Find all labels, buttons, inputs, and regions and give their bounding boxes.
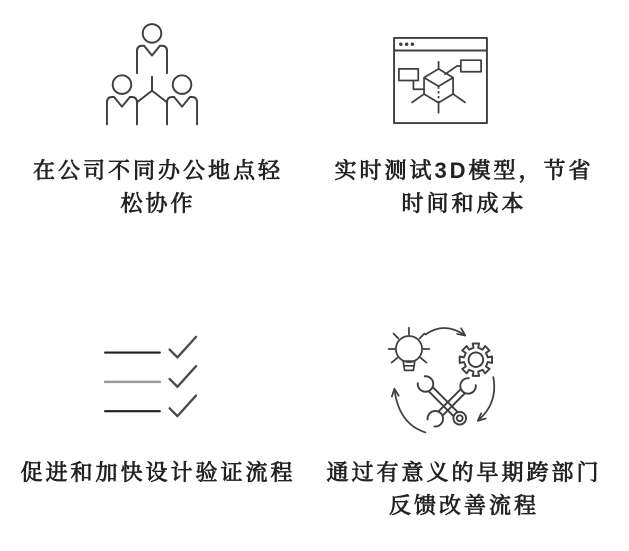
feature-icon-box bbox=[8, 316, 308, 448]
feature-design-validation bbox=[8, 316, 308, 522]
feature-icon-box bbox=[308, 14, 620, 146]
feature-caption bbox=[20, 456, 295, 489]
caption-line: 反馈改善流程 bbox=[388, 493, 539, 518]
browser-3d-model-icon bbox=[392, 36, 489, 125]
feature-3d-model-testing bbox=[308, 14, 620, 220]
feature-process-feedback bbox=[308, 316, 620, 522]
idea-gear-tools-cycle-icon bbox=[377, 319, 503, 445]
caption-line: 在公司不同办公地点轻 bbox=[32, 158, 283, 183]
checklist-icon bbox=[102, 331, 202, 421]
caption-line: 松协作 bbox=[120, 191, 196, 216]
feature-icon-box bbox=[308, 316, 620, 448]
feature-remote-collaboration bbox=[8, 14, 308, 220]
caption-line: 通过有意义的早期跨部门 bbox=[326, 460, 602, 485]
caption-line: 促进和加快设计验证流程 bbox=[20, 460, 296, 485]
people-network-icon bbox=[99, 21, 205, 127]
feature-caption bbox=[334, 154, 593, 220]
feature-icon-box bbox=[8, 14, 308, 146]
feature-caption bbox=[33, 154, 283, 220]
feature-caption bbox=[326, 456, 601, 522]
caption-line: 时间和成本 bbox=[401, 191, 527, 216]
caption-line: 实时测试3D模型，节省 bbox=[334, 158, 594, 183]
